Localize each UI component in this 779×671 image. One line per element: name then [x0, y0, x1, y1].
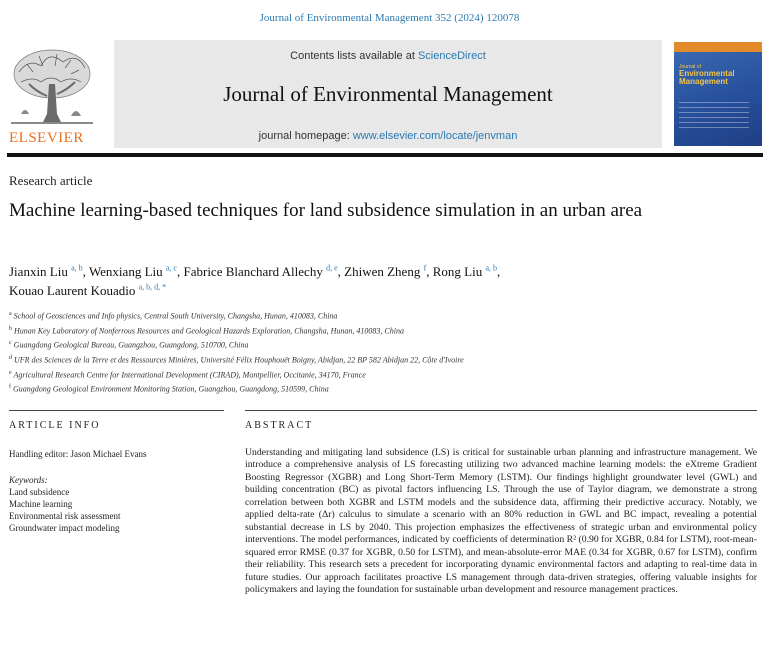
elsevier-tree-logo [7, 44, 97, 148]
affiliation-item [9, 381, 749, 396]
author-affiliation-marks[interactable]: a, b, d, * [138, 282, 167, 292]
journal-masthead [7, 40, 763, 152]
cover-decoration [679, 102, 749, 132]
author-list [9, 262, 749, 300]
affiliation-text: Guangdong Geological Environment Monitoring Station, Guangzhou, Guangdong, 510599, China [13, 384, 329, 394]
affiliation-text: Hunan Key Laboratory of Nonferrous Resources and Geological Hazards Exploration, Changsha, Hunan, 410083, China [14, 326, 404, 336]
affiliation-mark: e [9, 369, 12, 376]
affiliation-item [9, 323, 749, 338]
keyword-item: Land subsidence [9, 487, 70, 497]
abstract-heading: ABSTRACT [245, 420, 314, 431]
affiliation-mark: c [9, 340, 12, 347]
affiliation-mark: a [9, 311, 12, 317]
affiliation-item [9, 308, 749, 323]
affiliation-text: School of Geosciences and Info physics, Central South University, Changsha, Hunan, 410083, China [13, 311, 338, 321]
affiliation-item [9, 367, 749, 382]
cover-strip [674, 42, 762, 52]
contents-prefix: Contents lists available at [290, 50, 418, 62]
author-affiliation-marks[interactable]: d, e [326, 263, 338, 273]
journal-homepage-line [114, 130, 662, 142]
affiliation-mark: f [9, 384, 11, 391]
author-name[interactable]: Fabrice Blanchard Allechy [183, 264, 323, 279]
article-info-heading: ARTICLE INFO [9, 420, 101, 431]
journal-homepage-link[interactable]: www.elsevier.com/locate/jenvman [352, 130, 518, 142]
keyword-item: Groundwater impact modeling [9, 523, 120, 533]
homepage-prefix: journal homepage: [258, 130, 353, 142]
author-affiliation-marks[interactable]: f [423, 263, 427, 273]
keyword-item: Machine learning [9, 499, 73, 509]
sciencedirect-link[interactable]: ScienceDirect [417, 50, 486, 62]
cover-small-text: Journal of [679, 64, 701, 70]
journal-cover-thumbnail[interactable] [674, 42, 762, 146]
affiliation-item [9, 352, 749, 367]
citation-text[interactable]: Journal of Environmental Management 352 (2024) 120078 [259, 12, 520, 24]
article-title: Machine learning-based techniques for land subsidence simulation in an urban area [9, 200, 643, 221]
handling-editor: Handling editor: Jason Michael Evans [9, 449, 147, 459]
author-separator: , [337, 264, 345, 279]
keywords-block [9, 474, 219, 534]
author-separator: , [82, 264, 89, 279]
article-info-rule [9, 410, 224, 411]
author-affiliation-marks[interactable]: a, c [165, 263, 177, 273]
affiliation-text: UFR des Sciences de la Terre et des Ressources Minières, Université Félix Houphouët Boigny, Abidjan, 22 BP 582 Abidjan 22, Côte d'Ivoire [14, 355, 464, 365]
contents-list-line [114, 50, 662, 62]
affiliation-mark: b [9, 325, 12, 332]
author-name[interactable]: Rong Liu [432, 264, 483, 279]
author-separator: , [176, 264, 184, 279]
article-type: Research article [9, 173, 93, 188]
abstract-text: Understanding and mitigating land subsidence (LS) is critical for sustainable urban planning and infrastructure management. We introduce a comprehensive analysis of LS forecasting utilizing two advanced machine learning models: the eXtreme Gradient Boosting Regressor (XGBR) and Long Short-Term Memory (LSTM). Our findings highlight groundwater level (GWL) and building concentration (BC) as pivotal factors influencing LS. Through the use of Taylor diagram, we demonstrate a strong correlation between both XGBR and LSTM models and the subsidence data, affirming their predictive accuracy. Notably, we applied delta-rate (Δr) calculus to simulate a scenario with an 80% reduction in GWL and BC impact, revealing a potential substantial decrease in LS by 2040. This projection emphasizes the effectiveness of strategic urban and environmental policy interventions. The model performances, indicated by coefficients of determination R² (0.90 for XGBR, 0.84 for LSTM), root-mean-squared error RMSE (0.37 for XGBR, 0.50 for LSTM), and mean-absolute-error MAE (0.34 for XGBR, 0.67 for LSTM), confirm their reliability. This research sets a precedent for incorporating dynamic environmental factors and adapting to real-time data in future studies. Our approach facilitates proactive LS management through data-driven strategies, offering valuable insights for policymakers and laying the foundation for sustainable urban development and resource management practices. [245, 447, 757, 595]
author-separator: , [426, 264, 433, 279]
author-name[interactable]: Jianxin Liu [9, 264, 68, 279]
keyword-item: Environmental risk assessment [9, 511, 121, 521]
author-name[interactable]: Zhiwen Zheng [344, 264, 421, 279]
journal-banner [114, 40, 662, 148]
affiliation-text: Guangdong Geological Bureau, Guangzhou, Guangdong, 510700, China [13, 340, 249, 350]
header-divider [7, 153, 763, 157]
elsevier-wordmark: ELSEVIER [9, 130, 84, 146]
elsevier-tree-icon [7, 44, 97, 128]
affiliation-list [9, 308, 749, 396]
author-affiliation-marks[interactable]: a, b [485, 263, 498, 273]
affiliation-text: Agricultural Research Centre for International Development (CIRAD), Montpellier, Occitanie, 34170, France [13, 370, 366, 380]
affiliation-mark: d [9, 354, 12, 361]
author-affiliation-marks[interactable]: a, b [71, 263, 83, 273]
author-separator: , [497, 264, 501, 279]
author-name[interactable]: Wenxiang Liu [88, 264, 163, 279]
abstract-rule [245, 410, 757, 411]
author-name[interactable]: Kouao Laurent Kouadio [9, 283, 136, 298]
affiliation-item [9, 337, 749, 352]
journal-citation-link[interactable] [0, 12, 779, 24]
journal-title: Journal of Environmental Management [223, 82, 553, 106]
cover-title: Environmental Management [679, 69, 735, 86]
keywords-label: Keywords: [9, 475, 48, 485]
